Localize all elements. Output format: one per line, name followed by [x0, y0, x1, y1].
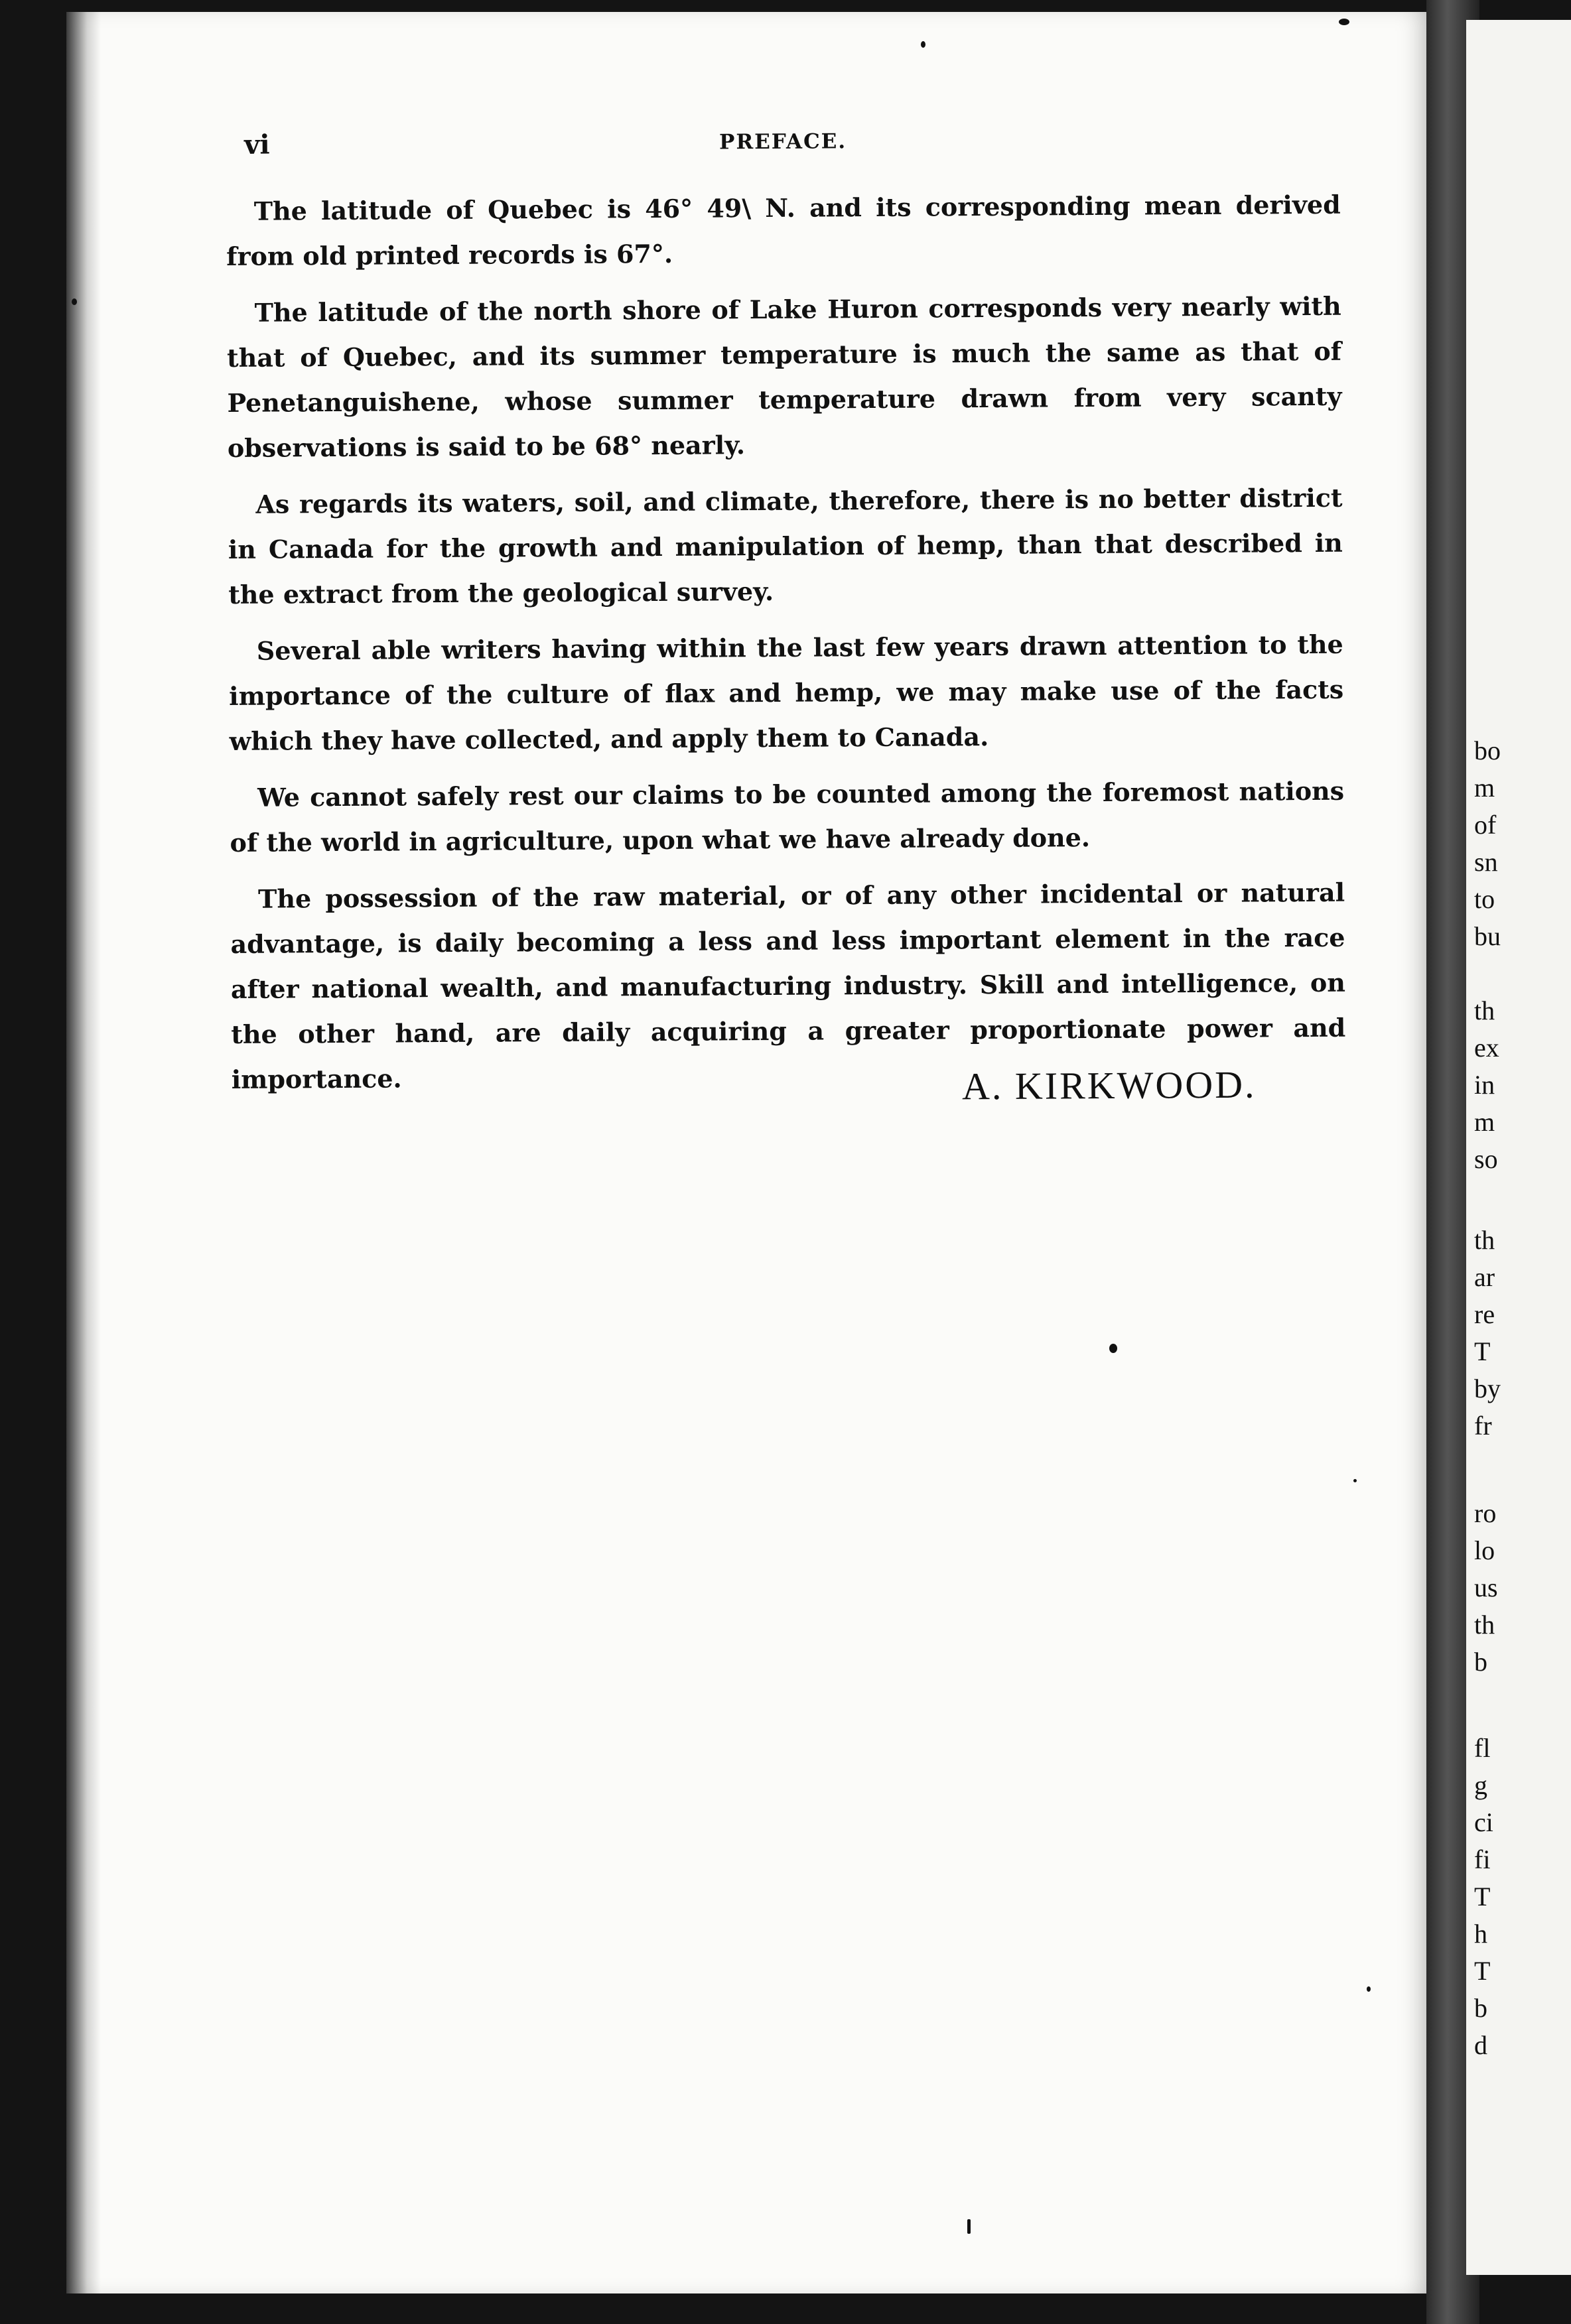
adjacent-page-fragment: fr	[1474, 1411, 1492, 1441]
adjacent-page-fragment: b	[1474, 1647, 1487, 1677]
spine-shadow	[66, 12, 101, 2293]
running-head	[226, 123, 1340, 176]
scan-speck	[1109, 1344, 1117, 1353]
scan-speck	[967, 2219, 971, 2234]
adjacent-page-fragment: to	[1474, 884, 1495, 914]
adjacent-page-fragment: ex	[1474, 1033, 1499, 1063]
paragraph-1: The latitude of Quebec is 46° 49\ N. and its corresponding mean derived from old printed records is 67°.	[226, 189, 1341, 271]
adjacent-page-fragment: bu	[1474, 921, 1501, 951]
adjacent-page-fragment: d	[1474, 2030, 1487, 2060]
paragraph-6: The possession of the raw material, or of any other incidental or natural advantage, is daily becoming a less and less important element in the race after national wealth, and manufacturing industry. Skill and intelligence, on the other hand, are daily acquiring a greater proportionate power and importance.	[230, 877, 1346, 1094]
adjacent-page-fragment: sn	[1474, 847, 1498, 877]
scan-speck	[72, 298, 77, 305]
adjacent-page-edge	[1466, 20, 1571, 2275]
paragraph-4: Several able writers having within the last few years drawn attention to the importance of the culture of flax and hemp, we may make use of the facts which they have collected, and apply them to Canada.	[229, 629, 1344, 756]
adjacent-page-fragment: ci	[1474, 1807, 1493, 1837]
adjacent-page-fragment: th	[1474, 1610, 1495, 1640]
adjacent-page-fragment: so	[1474, 1144, 1498, 1174]
adjacent-page-fragment: us	[1474, 1573, 1498, 1602]
adjacent-page-fragment: T	[1474, 1956, 1491, 1986]
scan-speck	[921, 41, 925, 48]
adjacent-page-fragment: ar	[1474, 1262, 1495, 1292]
paragraph-3: As regards its waters, soil, and climate, therefore, there is no better district in Canada for the growth and manipulation of hemp, than that described in the extract from the geological survey.	[228, 482, 1343, 610]
adjacent-page-fragment: m	[1474, 1107, 1495, 1137]
adjacent-page-fragment: ro	[1474, 1498, 1497, 1528]
paragraph-5: We cannot safely rest our claims to be counted among the foremost nations of the world in agriculture, upon what we have already done.	[230, 775, 1345, 858]
adjacent-page-fragment: g	[1474, 1770, 1487, 1800]
adjacent-page-fragment: bo	[1474, 736, 1501, 765]
adjacent-page-fragment: b	[1474, 1993, 1487, 2023]
author-signature: A. KIRKWOOD.	[961, 1063, 1257, 1108]
scan-speck	[1339, 19, 1349, 25]
running-title: PREFACE.	[718, 129, 847, 155]
adjacent-page-fragment: m	[1474, 773, 1495, 803]
scan-speck	[1353, 1479, 1357, 1482]
adjacent-page-fragment: lo	[1474, 1535, 1495, 1565]
adjacent-page-fragment: th	[1474, 996, 1495, 1025]
adjacent-page-fragment: h	[1474, 1919, 1487, 1949]
adjacent-page-fragment: in	[1474, 1070, 1495, 1100]
paragraph-2: The latitude of the north shore of Lake Huron corresponds very nearly with that of Quebec, and its summer temperature is much the same as that of Penetanguishene, whose summer temperature drawn from very scanty observations is said to be 68° nearly.	[226, 290, 1342, 463]
adjacent-page-fragment: fl	[1474, 1733, 1491, 1763]
adjacent-page-fragment: fi	[1474, 1844, 1491, 1874]
page-text-block	[226, 123, 1346, 1114]
scan-speck	[1367, 1986, 1371, 1992]
adjacent-page-fragment: re	[1474, 1299, 1495, 1329]
adjacent-page-fragment: T	[1474, 1882, 1491, 1911]
adjacent-page-fragment: T	[1474, 1336, 1491, 1366]
adjacent-page-fragment: th	[1474, 1225, 1495, 1255]
page-number: vi	[243, 129, 270, 161]
adjacent-page-fragment: by	[1474, 1374, 1501, 1403]
adjacent-page-fragment: of	[1474, 810, 1497, 840]
